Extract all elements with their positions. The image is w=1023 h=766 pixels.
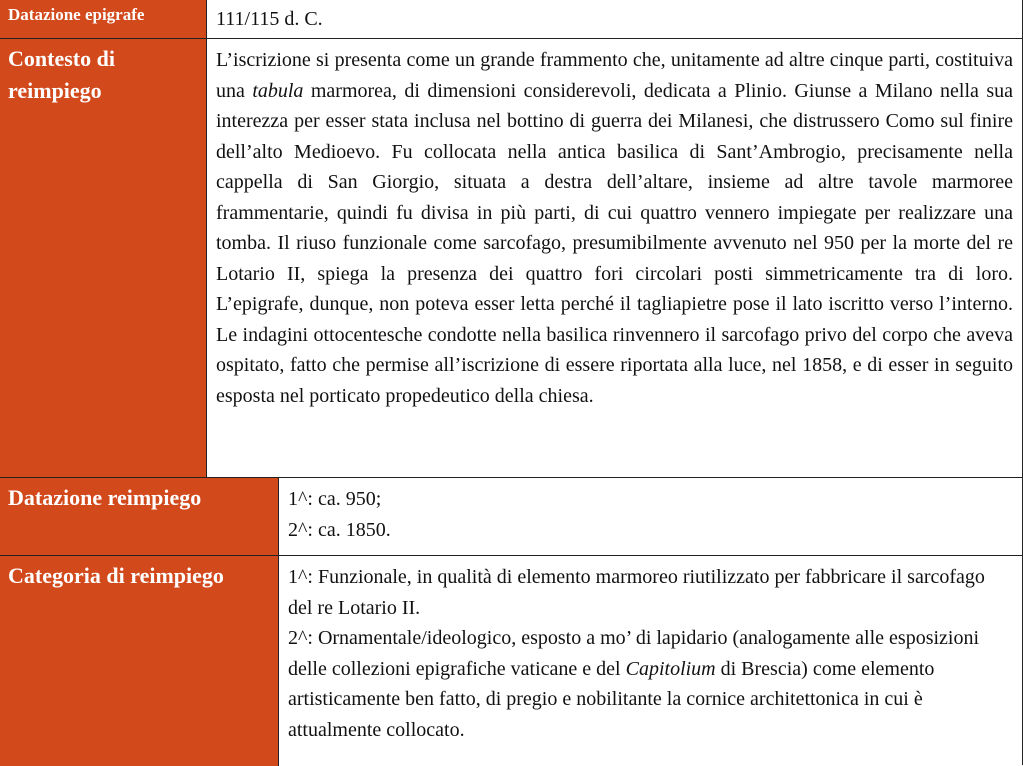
contesto-italic-tabula: tabula [252,79,304,102]
label-contesto-di-reimpiego: Contesto di reimpiego [0,39,207,478]
value-contesto-di-reimpiego [207,39,1023,478]
value-categoria-di-reimpiego [279,556,1023,766]
categoria-p2-rest: di Brescia) come elemento artisticamente ben fatto, di pregio e nobilitante la cornice architettonica in cui è attualmente collocato. [288,657,935,741]
label-datazione-reimpiego: Datazione reimpiego [0,478,279,556]
value-datazione-epigrafe: 111/115 d. C. [216,8,323,30]
label-datazione-epigrafe: Datazione epigrafe [0,0,207,38]
categoria-italic-capitolium: Capitolium [625,657,716,680]
value-datazione-reimpiego [279,478,1023,556]
row-datazione-reimpiego [0,477,1023,556]
categoria-p2-start: 2^: Ornamentale/ideologico, esposto a mo’ di lapidario (analogamente alle esposizioni delle collezioni epigrafiche vaticane e del [288,627,980,680]
contesto-text-start: L’iscrizione si presenta come un grande frammento che, unitamente ad altre cinque parti, costituiva una [216,49,1013,102]
row-contesto-di-reimpiego [0,38,1023,478]
categoria-paragraph-2 [288,623,1013,745]
contesto-text-rest: marmorea, di dimensioni considerevoli, dedicata a Plinio. Giunse a Milano nella sua interezza per esser stata inclusa nel bottino di guerra dei Milanesi, che distrussero Como sul finire dell’alto Medioevo. Fu collocata nella antica basilica di Sant’Ambrogio, precisamente nella cappella di San Giorgio, situata a destra dell’altare, insieme ad altre tavole marmoree frammentarie, quindi fu divisa in più parti, di cui quattro vennero impiegate per realizzare una tomba. Il riuso funzionale come sarcofago, presumibilmente avvenuto nel 950 per la morte del re Lotario II, spiega la presenza dei quattro fori circolari posti simmetricamente tra di loro. L’epigrafe, dunque, non poteva esser letta perché il tagliapietre pose il lato iscritto verso l’interno. Le indagini ottocentesche condotte nella basilica rinvennero il sarcofago privo del corpo che aveva ospitato, fatto che permise all’iscrizione di essere riportata alla luce, nel 1858, e di esser in seguito esposta nel porticato propedeutico della chiesa. [216,79,1013,407]
row-datazione-epigrafe [0,0,1023,38]
label-categoria-di-reimpiego: Categoria di reimpiego [0,556,279,766]
row-categoria-di-reimpiego [0,555,1023,766]
datazione-reimpiego-line-1: 1^: ca. 950; [288,488,382,510]
datazione-reimpiego-line-2: 2^: ca. 1850. [288,518,391,541]
categoria-paragraph-1: 1^: Funzionale, in qualità di elemento marmoreo riutilizzato per fabbricare il sarcofago del re Lotario II. [288,566,985,619]
